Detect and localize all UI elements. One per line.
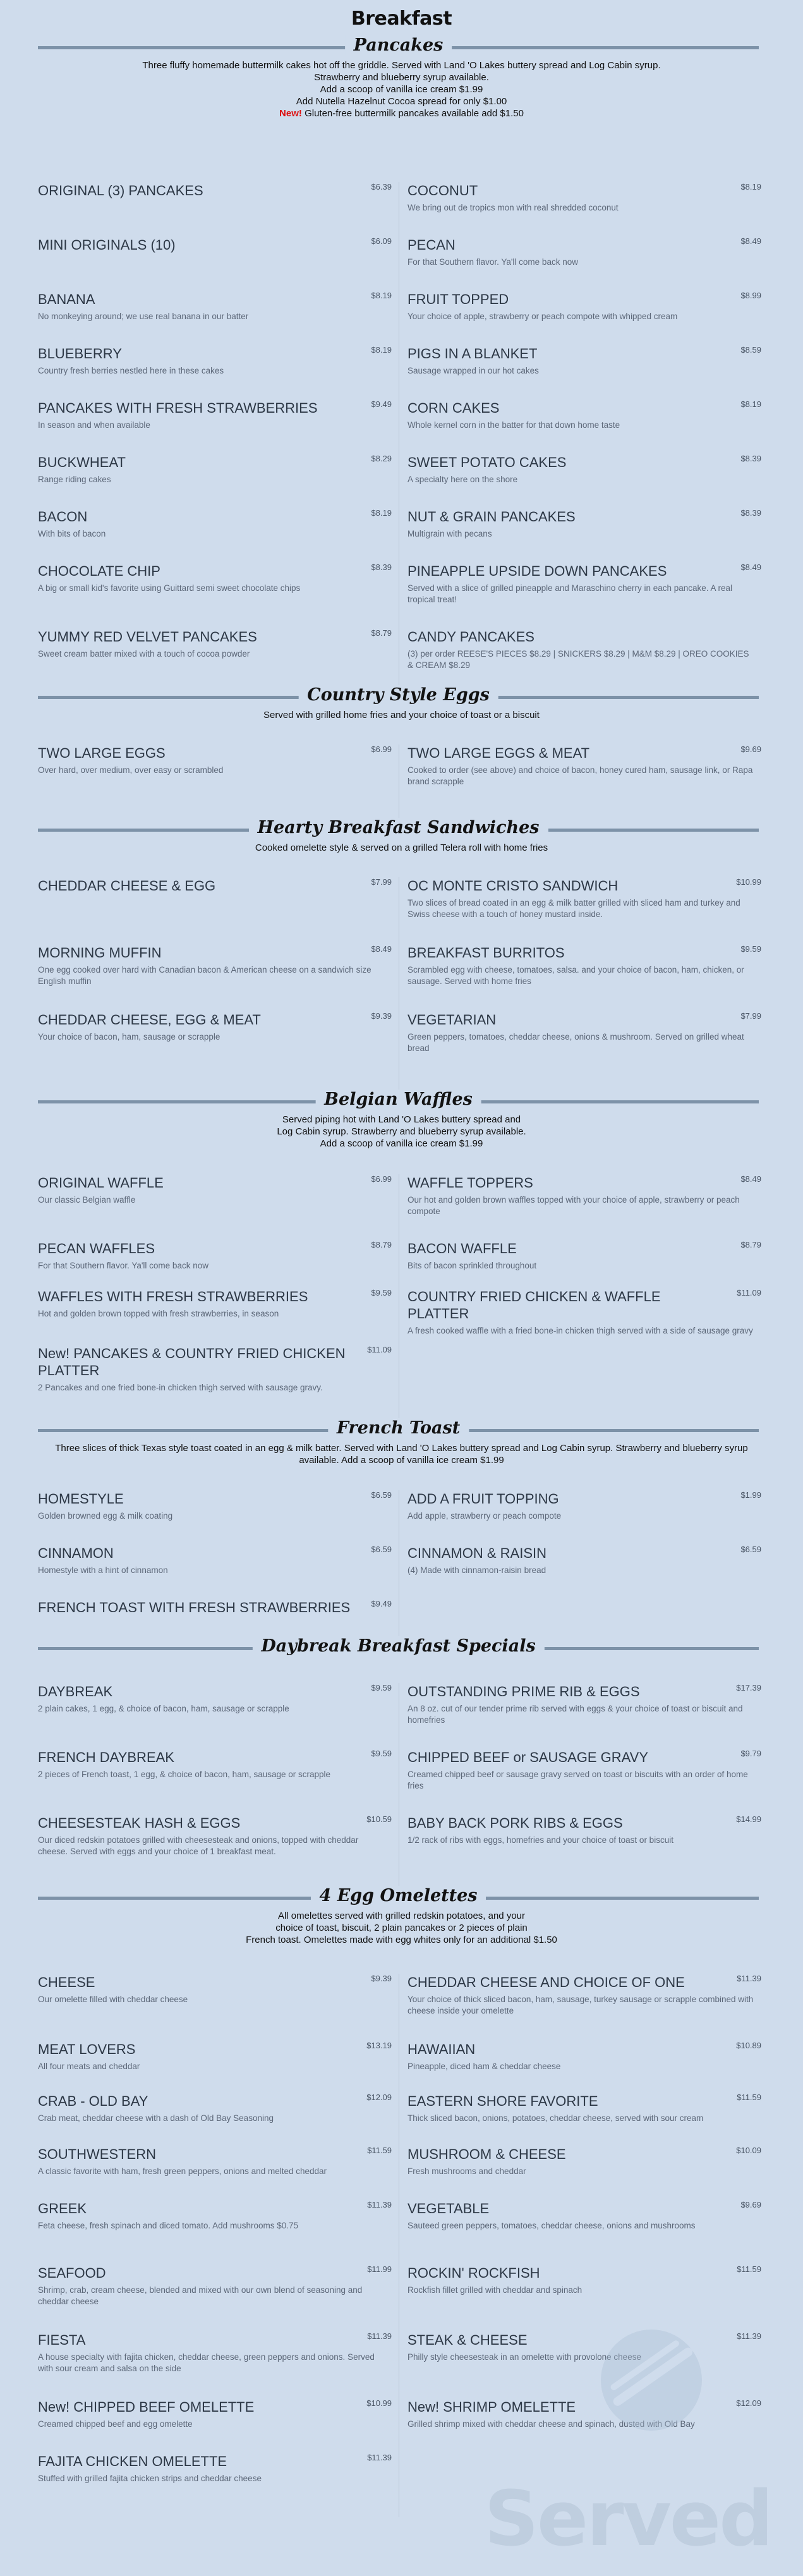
item-description: With bits of bacon bbox=[38, 529, 106, 538]
item-name: ORIGINAL (3) PANCAKES bbox=[38, 183, 203, 198]
item-name: ROCKIN' ROCKFISH bbox=[408, 2265, 540, 2281]
item-description: In season and when available bbox=[38, 420, 150, 430]
item-name: BACON bbox=[38, 509, 88, 525]
menu-item[interactable] bbox=[38, 2398, 392, 2430]
item-description: An 8 oz. cut of our tender prime rib served with eggs & your choice of toast or biscuit and homefries bbox=[408, 1704, 743, 1725]
item-description: Sauteed green peppers, tomatoes, cheddar cheese, onions and mushrooms bbox=[408, 2221, 696, 2230]
desc-line: Served piping hot with Land 'O Lakes buttery spread and bbox=[282, 1114, 521, 1125]
item-description: Thick sliced bacon, onions, potatoes, cheddar cheese, served with sour cream bbox=[408, 2113, 704, 2123]
items-grid-french-toast bbox=[38, 1490, 759, 1639]
menu-item[interactable] bbox=[38, 291, 392, 322]
item-name: MORNING MUFFIN bbox=[38, 945, 162, 961]
item-price: $10.89 bbox=[736, 2041, 761, 2050]
item-price: $11.39 bbox=[737, 2331, 761, 2341]
item-price: $12.09 bbox=[736, 2398, 761, 2408]
item-name: NUT & GRAIN PANCAKES bbox=[408, 509, 576, 525]
item-description: Two slices of bread coated in an egg & milk batter grilled with sliced ham and turkey and Swiss cheese with a touch of honey mustard inside. bbox=[408, 898, 740, 919]
menu-item[interactable] bbox=[408, 1240, 761, 1272]
item-description: Your choice of thick sliced bacon, ham, sausage, turkey sausage or scrapple combined with cheese inside your omelette bbox=[408, 1995, 754, 2015]
item-price: $8.39 bbox=[371, 562, 392, 572]
item-price: $9.59 bbox=[371, 1749, 392, 1758]
item-name: New! SHRIMP OMELETTE bbox=[408, 2399, 576, 2415]
item-name: CINNAMON & RAISIN bbox=[408, 1545, 547, 1561]
item-price: $6.59 bbox=[371, 1490, 392, 1500]
item-name: CHOCOLATE CHIP bbox=[38, 563, 160, 579]
item-description: Homestyle with a hint of cinnamon bbox=[38, 1565, 168, 1575]
item-price: $6.59 bbox=[740, 1545, 761, 1554]
item-name: TWO LARGE EGGS bbox=[38, 745, 166, 761]
items-grid-waffles bbox=[38, 1174, 759, 1421]
section-description bbox=[38, 1442, 765, 1466]
item-description: Rockfish fillet grilled with cheddar and spinach bbox=[408, 2285, 583, 2295]
item-price: $11.59 bbox=[367, 2146, 392, 2155]
page-title: Breakfast bbox=[351, 8, 452, 30]
item-description: We bring out de tropics mon with real shredded coconut bbox=[408, 203, 619, 212]
item-name: CHEDDAR CHEESE AND CHOICE OF ONE bbox=[408, 1974, 685, 1990]
section-header bbox=[38, 820, 759, 839]
menu-item[interactable] bbox=[38, 2264, 392, 2307]
items-grid-daybreak bbox=[38, 1683, 759, 1888]
section-description bbox=[38, 842, 765, 854]
item-description: Fresh mushrooms and cheddar bbox=[408, 2166, 526, 2176]
items-grid-country-eggs bbox=[38, 744, 759, 820]
menu-item[interactable] bbox=[38, 1011, 392, 1043]
menu-item[interactable] bbox=[408, 744, 761, 787]
section-title: Daybreak Breakfast Specials bbox=[252, 1636, 544, 1656]
section-header bbox=[38, 1888, 759, 1907]
items-grid-sandwiches bbox=[38, 877, 759, 1092]
item-description: Philly style cheesesteak in an omelette with provolone cheese bbox=[408, 2352, 641, 2362]
item-name: PECAN bbox=[408, 237, 456, 253]
item-description: Golden browned egg & milk coating bbox=[38, 1511, 173, 1521]
menu-item[interactable] bbox=[38, 744, 392, 776]
section-header bbox=[38, 685, 759, 707]
section-pancakes bbox=[0, 35, 803, 182]
item-price: $6.59 bbox=[371, 1545, 392, 1554]
item-name: OC MONTE CRISTO SANDWICH bbox=[408, 878, 619, 894]
menu-item[interactable] bbox=[38, 1599, 392, 1619]
section-description bbox=[38, 709, 765, 721]
menu-item[interactable] bbox=[408, 2264, 761, 2296]
item-price: $8.19 bbox=[740, 399, 761, 409]
desc-line: Log Cabin syrup. Strawberry and blueberry syrup available. bbox=[277, 1126, 526, 1137]
menu-item[interactable] bbox=[38, 2093, 392, 2124]
item-name: FRENCH DAYBREAK bbox=[38, 1749, 174, 1765]
item-name: FRUIT TOPPED bbox=[408, 291, 509, 307]
desc-line: choice of toast, biscuit, 2 plain pancakes or 2 pieces of plain bbox=[275, 1923, 528, 1933]
item-price: $11.39 bbox=[367, 2200, 392, 2209]
section-header bbox=[38, 1636, 759, 1658]
item-description: Cooked to order (see above) and choice of bacon, honey cured ham, sausage link, or Rapa brand scrapple bbox=[408, 765, 753, 786]
item-description: 2 plain cakes, 1 egg, & choice of bacon, ham, sausage or scrapple bbox=[38, 1704, 289, 1713]
item-description: Feta cheese, fresh spinach and diced tomato. Add mushrooms $0.75 bbox=[38, 2221, 298, 2230]
menu-item[interactable] bbox=[408, 1011, 761, 1054]
menu-item[interactable] bbox=[38, 345, 392, 377]
item-description: Green peppers, tomatoes, cheddar cheese, onions & mushroom. Served on grilled wheat bread bbox=[408, 1032, 744, 1053]
item-description: Our omelette filled with cheddar cheese bbox=[38, 1995, 188, 2004]
item-name: GREEK bbox=[38, 2201, 87, 2216]
menu-item[interactable] bbox=[408, 399, 761, 431]
desc-line: Strawberry and blueberry syrup available. bbox=[314, 72, 489, 83]
desc-line: Served with grilled home fries and your choice of toast or a biscuit bbox=[263, 710, 540, 720]
item-description: Sausage wrapped in our hot cakes bbox=[408, 366, 539, 375]
item-name: PECAN WAFFLES bbox=[38, 1241, 155, 1256]
item-name: New! CHIPPED BEEF OMELETTE bbox=[38, 2399, 255, 2415]
menu-item[interactable] bbox=[38, 877, 392, 897]
item-description: Hot and golden brown topped with fresh strawberries, in season bbox=[38, 1309, 279, 1318]
item-name: BACON WAFFLE bbox=[408, 1241, 517, 1256]
item-price: $8.29 bbox=[371, 454, 392, 463]
item-name: COUNTRY FRIED CHICKEN & WAFFLE PLATTER bbox=[408, 1289, 661, 1321]
menu-item[interactable] bbox=[408, 2093, 761, 2124]
item-price: $8.19 bbox=[371, 345, 392, 355]
item-description: All four meats and cheddar bbox=[38, 2062, 140, 2071]
item-description: Served with a slice of grilled pineapple and Maraschino cherry in each pancake. A real tropical treat! bbox=[408, 583, 733, 604]
section-title: Pancakes bbox=[345, 35, 452, 55]
menu-item[interactable] bbox=[38, 1814, 392, 1857]
item-description: No monkeying around; we use real banana in our batter bbox=[38, 312, 249, 321]
section-description bbox=[38, 1114, 765, 1150]
item-name: CHEDDAR CHEESE & EGG bbox=[38, 878, 216, 894]
item-name: PINEAPPLE UPSIDE DOWN PANCAKES bbox=[408, 563, 667, 579]
item-price: $8.49 bbox=[371, 944, 392, 954]
item-name: MINI ORIGINALS (10) bbox=[38, 237, 176, 253]
item-description: A classic favorite with ham, fresh green peppers, onions and melted cheddar bbox=[38, 2166, 327, 2176]
item-name: FRENCH TOAST WITH FRESH STRAWBERRIES bbox=[38, 1600, 351, 1615]
item-name: EASTERN SHORE FAVORITE bbox=[408, 2093, 598, 2109]
item-name: COCONUT bbox=[408, 183, 478, 198]
items-grid-pancakes bbox=[38, 182, 759, 688]
item-name: BLUEBERRY bbox=[38, 346, 122, 361]
menu-item[interactable] bbox=[408, 1174, 761, 1217]
item-price: $10.59 bbox=[366, 1814, 392, 1824]
menu-item[interactable] bbox=[408, 1749, 761, 1792]
section-sandwiches bbox=[0, 820, 803, 877]
item-description: 1/2 rack of ribs with eggs, homefries and your choice of toast or biscuit bbox=[408, 1835, 673, 1845]
menu-item[interactable] bbox=[408, 291, 761, 322]
item-price: $9.39 bbox=[371, 1974, 392, 1983]
desc-line: Add a scoop of vanilla ice cream $1.99 bbox=[320, 1138, 483, 1149]
menu-item[interactable] bbox=[38, 2331, 392, 2374]
item-description: Creamed chipped beef or sausage gravy served on toast or biscuits with an order of home fries bbox=[408, 1770, 748, 1790]
menu-item[interactable] bbox=[38, 2041, 392, 2072]
item-price: $8.49 bbox=[740, 1174, 761, 1184]
menu-item[interactable] bbox=[38, 1345, 392, 1394]
desc-line: All omelettes served with grilled redskin potatoes, and your bbox=[277, 1911, 526, 1921]
menu-item[interactable] bbox=[38, 1490, 392, 1522]
item-price: $8.79 bbox=[371, 1240, 392, 1249]
item-description: Whole kernel corn in the batter for that down home taste bbox=[408, 420, 620, 430]
item-price: $11.59 bbox=[737, 2264, 761, 2274]
item-price: $8.49 bbox=[740, 562, 761, 572]
item-name: SWEET POTATO CAKES bbox=[408, 454, 567, 470]
item-description: Shrimp, crab, cream cheese, blended and mixed with our own blend of seasoning and cheddar cheese bbox=[38, 2285, 363, 2306]
fork-knife-icon bbox=[582, 2317, 721, 2443]
item-price: $8.99 bbox=[740, 291, 761, 300]
item-description: Our diced redskin potatoes grilled with cheesesteak and onions, topped with cheddar cheese. Served with eggs and your choice of 1 breakfast meat. bbox=[38, 1835, 359, 1856]
menu-item[interactable] bbox=[38, 182, 392, 202]
item-price: $6.09 bbox=[371, 236, 392, 246]
menu-item[interactable] bbox=[38, 236, 392, 257]
item-description: Your choice of apple, strawberry or peach compote with whipped cream bbox=[408, 312, 678, 321]
desc-line: Add Nutella Hazelnut Cocoa spread for only $1.00 bbox=[296, 96, 507, 107]
item-name: CORN CAKES bbox=[408, 400, 500, 416]
item-price: $11.39 bbox=[737, 1974, 761, 1983]
item-name: VEGETABLE bbox=[408, 2201, 490, 2216]
item-name: New! PANCAKES & COUNTRY FRIED CHICKEN PLATTER bbox=[38, 1346, 346, 1378]
menu-item[interactable] bbox=[408, 1814, 761, 1846]
menu-item[interactable] bbox=[38, 1545, 392, 1576]
item-price: $17.39 bbox=[736, 1683, 761, 1692]
item-price: $9.69 bbox=[740, 2200, 761, 2209]
item-name: CINNAMON bbox=[38, 1545, 114, 1561]
item-description: (4) Made with cinnamon-raisin bread bbox=[408, 1565, 546, 1575]
item-price: $8.19 bbox=[740, 182, 761, 191]
menu-item[interactable] bbox=[408, 345, 761, 377]
item-description: Add apple, strawberry or peach compote bbox=[408, 1511, 562, 1521]
menu-item[interactable] bbox=[408, 628, 761, 671]
section-header bbox=[38, 35, 759, 57]
item-name: CHEESESTEAK HASH & EGGS bbox=[38, 1815, 241, 1831]
item-name: BANANA bbox=[38, 291, 95, 307]
menu-item[interactable] bbox=[38, 944, 392, 987]
menu-item[interactable] bbox=[38, 562, 392, 594]
menu-item[interactable] bbox=[408, 236, 761, 268]
item-description: Our hot and golden brown waffles topped with your choice of apple, strawberry or peach compote bbox=[408, 1195, 740, 1216]
desc-line bbox=[38, 107, 765, 119]
item-description: Country fresh berries nestled here in these cakes bbox=[38, 366, 224, 375]
desc-line: available. Add a scoop of vanilla ice cream $1.99 bbox=[299, 1455, 504, 1466]
menu-item[interactable] bbox=[408, 2146, 761, 2177]
menu-item[interactable] bbox=[408, 562, 761, 605]
item-price: $6.39 bbox=[371, 182, 392, 191]
item-description: Our classic Belgian waffle bbox=[38, 1195, 136, 1205]
brand-watermark: Served bbox=[484, 2476, 771, 2563]
item-price: $11.99 bbox=[367, 2264, 392, 2274]
item-price: $13.19 bbox=[366, 2041, 392, 2050]
item-price: $9.79 bbox=[740, 1749, 761, 1758]
item-price: $9.39 bbox=[371, 1011, 392, 1021]
item-name: WAFFLES WITH FRESH STRAWBERRIES bbox=[38, 1289, 308, 1304]
item-name: BREAKFAST BURRITOS bbox=[408, 945, 565, 961]
item-price: $9.49 bbox=[371, 1599, 392, 1608]
item-name: TWO LARGE EGGS & MEAT bbox=[408, 745, 590, 761]
menu-item[interactable] bbox=[38, 454, 392, 485]
item-description: Sweet cream batter mixed with a touch of cocoa powder bbox=[38, 649, 250, 659]
item-price: $9.59 bbox=[371, 1683, 392, 1692]
menu-item[interactable] bbox=[38, 1749, 392, 1780]
desc-line: Three fluffy homemade buttermilk cakes hot off the griddle. Served with Land 'O Lakes buttery spread and Log Cabin syrup. bbox=[142, 60, 661, 71]
item-description: A house specialty with fajita chicken, cheddar cheese, green peppers and onions. Served with sour cream and salsa on the side bbox=[38, 2352, 375, 2373]
item-price: $10.09 bbox=[736, 2146, 761, 2155]
section-title: French Toast bbox=[328, 1418, 469, 1438]
item-price: $11.09 bbox=[737, 1288, 761, 1297]
menu-item[interactable] bbox=[408, 1974, 761, 2017]
section-daybreak bbox=[0, 1636, 803, 1683]
item-name: CRAB - OLD BAY bbox=[38, 2093, 148, 2109]
item-name: CHEDDAR CHEESE, EGG & MEAT bbox=[38, 1012, 261, 1028]
item-name: BUCKWHEAT bbox=[38, 454, 126, 470]
item-description: Crab meat, cheddar cheese with a dash of Old Bay Seasoning bbox=[38, 2113, 274, 2123]
item-description: Multigrain with pecans bbox=[408, 529, 492, 538]
menu-item[interactable] bbox=[38, 508, 392, 540]
section-description bbox=[38, 1910, 765, 1946]
section-french-toast bbox=[0, 1418, 803, 1490]
item-description: One egg cooked over hard with Canadian bacon & American cheese on a sandwich size English muffin bbox=[38, 965, 371, 986]
section-title: Country Style Eggs bbox=[298, 685, 498, 705]
item-name: BABY BACK PORK RIBS & EGGS bbox=[408, 1815, 623, 1831]
menu-item[interactable] bbox=[38, 1288, 392, 1320]
item-description: For that Southern flavor. Ya'll come back now bbox=[408, 257, 578, 267]
desc-line: Add a scoop of vanilla ice cream $1.99 bbox=[320, 84, 483, 95]
item-description: For that Southern flavor. Ya'll come back now bbox=[38, 1261, 208, 1270]
item-price: $11.09 bbox=[367, 1345, 392, 1354]
item-price: $11.39 bbox=[367, 2453, 392, 2462]
item-name: FIESTA bbox=[38, 2332, 86, 2348]
item-price: $6.99 bbox=[371, 1174, 392, 1184]
item-price: $8.19 bbox=[371, 508, 392, 518]
item-description: 2 Pancakes and one fried bone-in chicken thigh served with sausage gravy. bbox=[38, 1383, 323, 1392]
menu-item[interactable] bbox=[408, 454, 761, 485]
item-description: A fresh cooked waffle with a fried bone-in chicken thigh served with a side of sausage gravy bbox=[408, 1326, 753, 1335]
menu-item[interactable] bbox=[38, 2200, 392, 2232]
menu-item[interactable] bbox=[38, 399, 392, 431]
new-badge: New! bbox=[279, 108, 302, 119]
menu-item[interactable] bbox=[38, 2146, 392, 2177]
item-price: $7.99 bbox=[740, 1011, 761, 1021]
item-name: HOMESTYLE bbox=[38, 1491, 124, 1507]
item-price: $11.59 bbox=[737, 2093, 761, 2102]
item-name: ADD A FRUIT TOPPING bbox=[408, 1491, 559, 1507]
item-name: MEAT LOVERS bbox=[38, 2041, 136, 2057]
item-price: $6.99 bbox=[371, 744, 392, 754]
item-price: $11.39 bbox=[367, 2331, 392, 2341]
menu-item[interactable] bbox=[408, 877, 761, 920]
item-name: ORIGINAL WAFFLE bbox=[38, 1175, 164, 1191]
menu-item[interactable] bbox=[38, 628, 392, 660]
item-description: Scrambled egg with cheese, tomatoes, salsa. and your choice of bacon, ham, chicken, or sausage. Served with home fries bbox=[408, 965, 744, 986]
menu-item[interactable] bbox=[38, 2453, 392, 2484]
section-title: 4 Egg Omelettes bbox=[311, 1886, 486, 1905]
section-header bbox=[38, 1092, 759, 1111]
item-price: $10.99 bbox=[736, 877, 761, 887]
item-description: A big or small kid's favorite using Guittard semi sweet chocolate chips bbox=[38, 583, 301, 593]
item-description: Range riding cakes bbox=[38, 475, 111, 484]
item-name: OUTSTANDING PRIME RIB & EGGS bbox=[408, 1684, 640, 1699]
item-price: $8.79 bbox=[371, 628, 392, 638]
menu-item[interactable] bbox=[408, 1490, 761, 1522]
item-price: $9.59 bbox=[740, 944, 761, 954]
item-price: $9.59 bbox=[371, 1288, 392, 1297]
section-country-eggs bbox=[0, 685, 803, 744]
menu-item[interactable] bbox=[38, 1974, 392, 2005]
item-name: PANCAKES WITH FRESH STRAWBERRIES bbox=[38, 400, 318, 416]
item-description: (3) per order REESE'S PIECES $8.29 | SNICKERS $8.29 | M&M $8.29 | OREO COOKIES & CREAM $8.29 bbox=[408, 649, 749, 670]
item-name: CANDY PANCAKES bbox=[408, 629, 534, 645]
new-line-text: Gluten-free buttermilk pancakes available add $1.50 bbox=[305, 108, 524, 119]
item-price: $8.59 bbox=[740, 345, 761, 355]
item-description: Pineapple, diced ham & cheddar cheese bbox=[408, 2062, 561, 2071]
item-name: PIGS IN A BLANKET bbox=[408, 346, 538, 361]
item-name: WAFFLE TOPPERS bbox=[408, 1175, 533, 1191]
menu-item[interactable] bbox=[408, 508, 761, 540]
item-price: $8.49 bbox=[740, 236, 761, 246]
item-price: $9.69 bbox=[740, 744, 761, 754]
item-price: $8.79 bbox=[740, 1240, 761, 1249]
menu-item[interactable] bbox=[408, 2200, 761, 2232]
item-price: $9.49 bbox=[371, 399, 392, 409]
item-price: $8.39 bbox=[740, 508, 761, 518]
item-name: MUSHROOM & CHEESE bbox=[408, 2146, 566, 2162]
section-description bbox=[38, 59, 765, 119]
item-description: Bits of bacon sprinkled throughout bbox=[408, 1261, 537, 1270]
item-name: YUMMY RED VELVET PANCAKES bbox=[38, 629, 257, 645]
desc-line: Cooked omelette style & served on a grilled Telera roll with home fries bbox=[255, 842, 548, 853]
item-name: VEGETARIAN bbox=[408, 1012, 497, 1028]
item-name: HAWAIIAN bbox=[408, 2041, 476, 2057]
item-description: Creamed chipped beef and egg omelette bbox=[38, 2419, 193, 2429]
item-price: $1.99 bbox=[740, 1490, 761, 1500]
item-price: $12.09 bbox=[366, 2093, 392, 2102]
item-name: STEAK & CHEESE bbox=[408, 2332, 528, 2348]
section-title: Belgian Waffles bbox=[315, 1090, 481, 1109]
item-description: A specialty here on the shore bbox=[408, 475, 518, 484]
item-description: Grilled shrimp mixed with cheddar cheese and spinach, dusted with Old Bay bbox=[408, 2419, 695, 2429]
item-price: $14.99 bbox=[736, 1814, 761, 1824]
item-description: Stuffed with grilled fajita chicken strips and cheddar cheese bbox=[38, 2474, 262, 2483]
item-price: $8.39 bbox=[740, 454, 761, 463]
menu-item[interactable] bbox=[38, 1174, 392, 1206]
desc-line: French toast. Omelettes made with egg whites only for an additional $1.50 bbox=[246, 1935, 557, 1945]
section-waffles bbox=[0, 1092, 803, 1174]
menu-item[interactable] bbox=[408, 944, 761, 987]
section-omelettes bbox=[0, 1888, 803, 1974]
item-name: SOUTHWESTERN bbox=[38, 2146, 156, 2162]
item-name: CHIPPED BEEF or SAUSAGE GRAVY bbox=[408, 1749, 649, 1765]
item-name: SEAFOOD bbox=[38, 2265, 106, 2281]
item-name: FAJITA CHICKEN OMELETTE bbox=[38, 2453, 227, 2469]
menu-item[interactable] bbox=[408, 182, 761, 214]
menu-item[interactable] bbox=[38, 1240, 392, 1272]
item-name: CHEESE bbox=[38, 1974, 95, 1990]
item-description: 2 pieces of French toast, 1 egg, & choice of bacon, ham, sausage or scrapple bbox=[38, 1770, 331, 1779]
item-price: $8.19 bbox=[371, 291, 392, 300]
item-description: Over hard, over medium, over easy or scrambled bbox=[38, 765, 224, 775]
item-description: Your choice of bacon, ham, sausage or scrapple bbox=[38, 1032, 220, 1042]
section-header bbox=[38, 1418, 759, 1440]
item-name: DAYBREAK bbox=[38, 1684, 113, 1699]
menu-item[interactable] bbox=[408, 1683, 761, 1726]
menu-item[interactable] bbox=[408, 2041, 761, 2072]
item-price: $7.99 bbox=[371, 877, 392, 887]
section-title: Hearty Breakfast Sandwiches bbox=[248, 818, 548, 837]
desc-line: Three slices of thick Texas style toast coated in an egg & milk batter. Served with Land 'O Lakes buttery spread and Log Cabin syrup. Strawberry and blueberry syrup bbox=[55, 1443, 748, 1454]
menu-item[interactable] bbox=[38, 1683, 392, 1715]
item-price: $10.99 bbox=[366, 2398, 392, 2408]
menu-item[interactable] bbox=[408, 1288, 761, 1337]
menu-item[interactable] bbox=[408, 1545, 761, 1576]
